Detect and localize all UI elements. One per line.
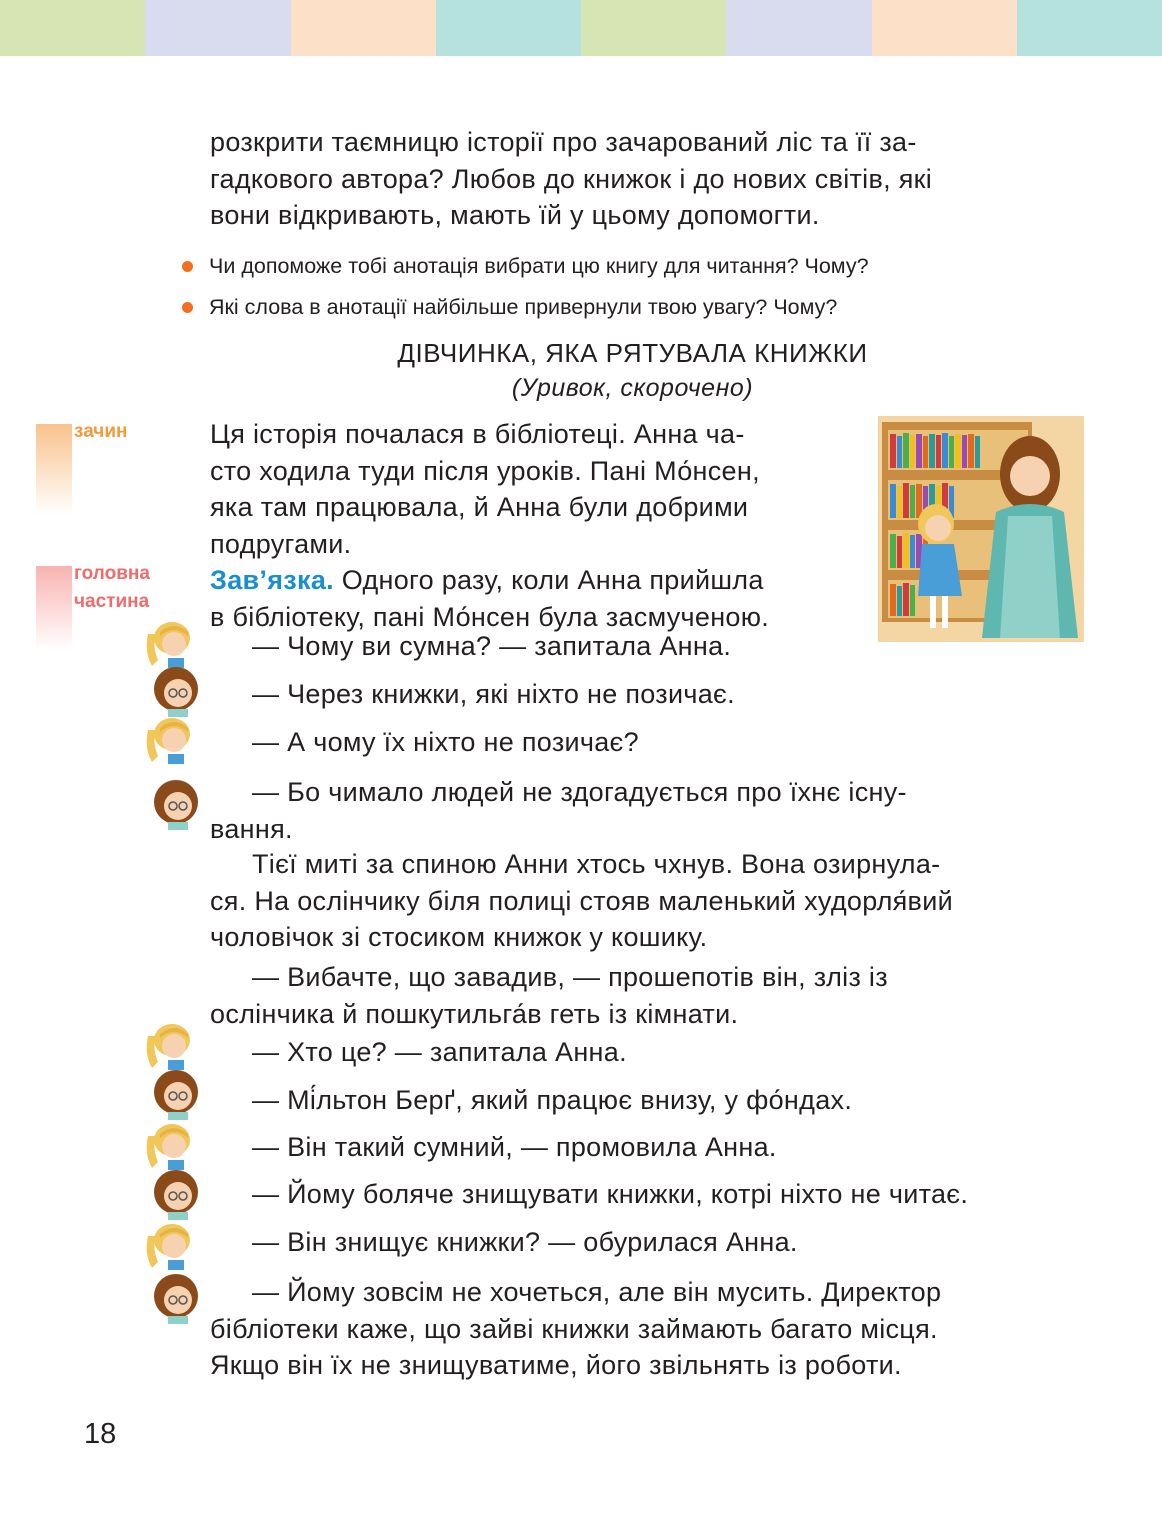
librarian-avatar-icon (148, 1272, 208, 1324)
question-text: Які слова в анотації найбільше привернули твою увагу? Чому? (209, 295, 838, 319)
narration-block (210, 959, 1055, 1032)
story-line: подругами. (210, 528, 352, 559)
dialog-text: — Він такий сумний, — промовила Анна. (252, 1132, 777, 1162)
story-line: яка там працювала, й Анна були добрими (210, 492, 749, 522)
story-line (210, 562, 846, 599)
story-subtitle: (Уривок, скорочено) (511, 374, 754, 402)
library-illustration (878, 416, 1084, 642)
band-segment (436, 0, 581, 56)
margin-label-main-line2: частина (74, 591, 150, 612)
dialog-block (210, 1274, 1055, 1384)
story-line: ся. На ослінчику біля полиці стояв маленький худорля́вий (210, 885, 953, 916)
bullet-dot-icon (182, 302, 193, 313)
librarian-avatar-icon (148, 665, 208, 717)
page-number: 18 (84, 1418, 117, 1450)
question-item (182, 246, 1062, 287)
dialog-line (210, 1227, 1055, 1258)
story-line: Ця історія почалася в бібліотеці. Анна ча- (210, 419, 745, 449)
band-segment (0, 0, 145, 56)
girl-avatar-icon (138, 616, 198, 668)
main-margin-bar (36, 566, 72, 650)
dialog-text: — Через книжки, які ніхто не позичає. (252, 679, 735, 709)
plot-keyword: Зав’язка. (210, 565, 334, 595)
librarian-avatar-icon (148, 778, 208, 830)
dialog-text: — А чому їх ніхто не позичає? (252, 727, 639, 757)
question-text: Чи допоможе тобі анотація вибрати цю книгу для читання? Чому? (209, 254, 869, 278)
margin-label-main (74, 560, 150, 616)
dialog-line (210, 1037, 1055, 1068)
story-line: в бібліотеку, пані Мо́нсен була засмученою. (210, 601, 770, 632)
dialog-text: — Хто це? — запитала Анна. (252, 1037, 627, 1067)
question-list (182, 246, 1062, 328)
story-line: вання. (210, 813, 293, 844)
dialog-text: — Йому боляче знищувати книжки, котрі ніхто не читає. (252, 1179, 969, 1209)
girl-avatar-icon (138, 1018, 198, 1070)
girl-avatar-icon (138, 1218, 198, 1270)
dialog-text: — Він знищує книжки? — обурилася Анна. (252, 1227, 798, 1257)
story-intro-block (210, 416, 846, 635)
bullet-dot-icon (182, 261, 193, 272)
story-line: Якщо він їх не знищуватиме, його звільнять із роботи. (210, 1350, 902, 1380)
story-line: Тієї миті за спиною Анни хтось чхнув. Вона озирнула- (252, 849, 941, 879)
girl-avatar-icon (138, 712, 198, 764)
dialog-line (210, 1179, 1055, 1210)
band-segment (872, 0, 1017, 56)
story-line: — Бо чимало людей не здогадується про їхнє існу- (252, 777, 907, 807)
story-line: бібліотеки каже, що зайві книжки займають багато місця. (210, 1313, 938, 1344)
story-title: ДІВЧИНКА, ЯКА РЯТУВАЛА КНИЖКИ (397, 338, 868, 368)
band-segment (1017, 0, 1162, 56)
librarian-avatar-icon (148, 1168, 208, 1220)
narration-block (210, 846, 1055, 956)
story-line: ослінчика й пошкутильга́в геть із кімнати. (210, 998, 739, 1029)
story-line: чоловічок зі стосиком книжок у кошику. (210, 922, 708, 952)
dialog-line (210, 1085, 1055, 1116)
intro-line: гадкового автора? Любов до книжок і до нових світів, які (210, 163, 933, 194)
dialog-block (210, 774, 1055, 847)
girl-avatar-icon (138, 1118, 198, 1170)
dialog-line (210, 631, 1055, 662)
plot-line-rest: Одного разу, коли Анна прийшла (333, 565, 764, 595)
story-line: сто ходила туди після уроків. Пані Мо́нсен, (210, 455, 760, 486)
margin-label-intro-text: зачин (74, 421, 128, 442)
header-color-band (0, 0, 1162, 56)
intro-line: розкрити таємницю історії про зачарований ліс та її за- (210, 127, 917, 157)
margin-label-intro (74, 418, 127, 446)
intro-paragraph (210, 124, 1055, 234)
librarian-avatar-icon (148, 1068, 208, 1120)
dialog-text: — Чому ви сумна? — запитала Анна. (252, 631, 732, 661)
dialog-line (210, 727, 1055, 758)
question-item (182, 287, 1062, 328)
band-segment (145, 0, 290, 56)
band-segment (726, 0, 871, 56)
band-segment (291, 0, 436, 56)
band-segment (581, 0, 726, 56)
story-line: — Йому зовсім не хочеться, але він мусить. Директор (252, 1277, 942, 1307)
story-line: — Вибачте, що завадив, — прошепотів він, зліз із (252, 962, 888, 992)
margin-label-main-line1: головна (74, 563, 150, 584)
intro-line: вони відкривають, мають їй у цьому допомогти. (210, 200, 820, 230)
intro-margin-bar (36, 424, 72, 516)
dialog-text: — Мі́льтон Берґ, який працює внизу, у фо́ндах. (252, 1085, 853, 1115)
dialog-line (210, 1132, 1055, 1163)
dialog-line (210, 679, 1055, 710)
